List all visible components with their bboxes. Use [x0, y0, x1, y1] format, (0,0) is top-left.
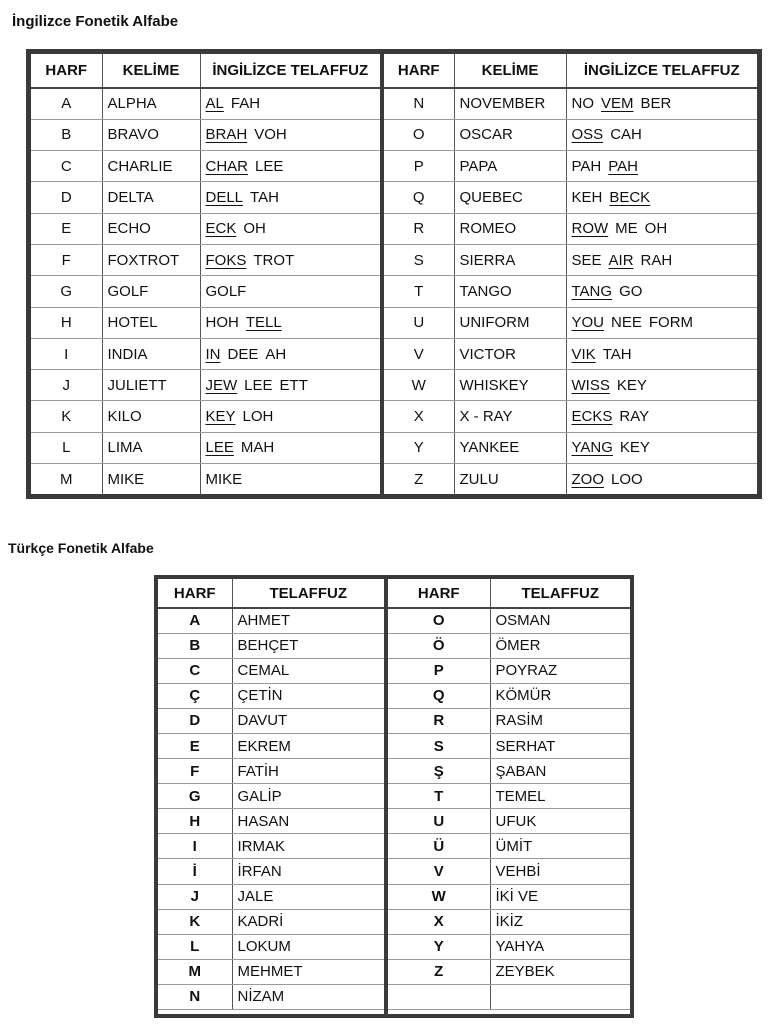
header-row	[31, 54, 380, 88]
letter-cell: D	[31, 182, 102, 213]
table-row	[384, 244, 757, 275]
syllable: MIKE	[205, 470, 243, 488]
letter-cell: M	[158, 959, 232, 984]
letter-cell: U	[384, 307, 454, 338]
letter-cell: R	[388, 708, 490, 733]
table-row	[158, 658, 384, 683]
syllable: LEE	[255, 157, 284, 175]
header-telaffuz: TELAFFUZ	[490, 579, 630, 608]
name-cell: ÖMER	[490, 633, 630, 658]
stressed-syllable: WISS	[571, 376, 610, 394]
syllable: PAH	[571, 157, 602, 175]
letter-cell: F	[31, 244, 102, 275]
letter-cell: C	[31, 151, 102, 182]
stressed-syllable: ECKS	[571, 408, 613, 426]
pronunciation-cell	[200, 307, 380, 338]
table-row	[158, 909, 384, 934]
table-row	[31, 370, 380, 401]
word-cell: FOXTROT	[102, 244, 200, 275]
word-cell: HOTEL	[102, 307, 200, 338]
name-cell: POYRAZ	[490, 658, 630, 683]
syllable: TAH	[602, 345, 632, 363]
name-cell: HASAN	[232, 809, 384, 834]
stressed-syllable: ROW	[571, 220, 609, 238]
header-row	[158, 579, 384, 608]
table-row	[388, 784, 630, 809]
table-row	[158, 759, 384, 784]
word-cell: ZULU	[454, 464, 566, 495]
word-cell: JULIETT	[102, 370, 200, 401]
syllable: FORM	[648, 314, 694, 332]
pronunciation-cell	[566, 401, 757, 432]
table-row	[388, 733, 630, 758]
letter-cell: W	[384, 370, 454, 401]
table-row	[158, 834, 384, 859]
table-row	[384, 182, 757, 213]
pronunciation-cell	[200, 244, 380, 275]
pronunciation-cell	[200, 213, 380, 244]
table-row	[388, 984, 630, 1009]
table-row	[384, 401, 757, 432]
stressed-syllable: PAH	[608, 157, 638, 175]
pronunciation-cell	[200, 276, 380, 307]
letter-cell: I	[158, 834, 232, 859]
stressed-syllable: OSS	[571, 126, 604, 144]
table-row	[384, 370, 757, 401]
table-row	[384, 151, 757, 182]
syllable: KEH	[571, 189, 603, 207]
letter-cell: L	[31, 432, 102, 463]
header-harf: HARF	[384, 54, 454, 88]
table-row	[31, 401, 380, 432]
stressed-syllable: LEE	[205, 439, 234, 457]
letter-cell: W	[388, 884, 490, 909]
name-cell: JALE	[232, 884, 384, 909]
syllable: DEE	[227, 345, 259, 363]
table-row	[388, 859, 630, 884]
table-row	[384, 432, 757, 463]
table-row	[384, 213, 757, 244]
syllable: TROT	[253, 251, 295, 269]
syllable: NEE	[611, 314, 642, 332]
table-row	[384, 464, 757, 495]
header-telaffuz: İNGİLİZCE TELAFFUZ	[200, 54, 380, 88]
letter-cell: Ç	[158, 683, 232, 708]
letter-cell: B	[158, 633, 232, 658]
pronunciation-cell	[566, 464, 757, 495]
syllable: GOLF	[205, 282, 247, 300]
name-cell: ÇETİN	[232, 683, 384, 708]
pronunciation-cell	[566, 307, 757, 338]
letter-cell: İ	[158, 859, 232, 884]
pronunciation-cell	[200, 119, 380, 150]
word-cell: TANGO	[454, 276, 566, 307]
letter-cell: R	[384, 213, 454, 244]
stressed-syllable: BRAH	[205, 126, 248, 144]
english-table-left	[31, 54, 380, 495]
letter-cell: M	[31, 464, 102, 495]
word-cell: ECHO	[102, 213, 200, 244]
name-cell: SERHAT	[490, 733, 630, 758]
syllable: HOH	[205, 314, 239, 332]
table-row	[31, 276, 380, 307]
syllable: BER	[640, 95, 672, 113]
word-cell: X - RAY	[454, 401, 566, 432]
table-row	[158, 934, 384, 959]
word-cell: QUEBEC	[454, 182, 566, 213]
table-row	[158, 708, 384, 733]
name-cell: MEHMET	[232, 959, 384, 984]
table-row	[388, 633, 630, 658]
table-row	[388, 708, 630, 733]
syllable: CAH	[610, 126, 642, 144]
header-harf: HARF	[31, 54, 102, 88]
name-cell: UFUK	[490, 809, 630, 834]
name-cell: NİZAM	[232, 984, 384, 1009]
letter-cell: T	[384, 276, 454, 307]
letter-cell: O	[388, 608, 490, 633]
stressed-syllable: VEM	[601, 95, 634, 113]
table-row	[31, 151, 380, 182]
syllable: NO	[571, 95, 594, 113]
letter-cell: Y	[388, 934, 490, 959]
syllable: LOH	[242, 408, 274, 426]
table-row	[388, 658, 630, 683]
letter-cell: B	[31, 119, 102, 150]
pronunciation-cell	[200, 370, 380, 401]
syllable: OH	[644, 220, 668, 238]
english-left-rows	[31, 88, 380, 495]
turkish-phonetic-table	[154, 575, 634, 1018]
word-cell: ROMEO	[454, 213, 566, 244]
pronunciation-cell	[200, 464, 380, 495]
pronunciation-cell	[200, 151, 380, 182]
word-cell: NOVEMBER	[454, 88, 566, 119]
table-row	[158, 633, 384, 658]
turkish-left-rows	[158, 608, 384, 1010]
pronunciation-cell	[200, 432, 380, 463]
name-cell: ŞABAN	[490, 759, 630, 784]
table-row	[158, 884, 384, 909]
name-cell: YAHYA	[490, 934, 630, 959]
header-telaffuz: İNGİLİZCE TELAFFUZ	[566, 54, 757, 88]
stressed-syllable: TANG	[571, 282, 613, 300]
word-cell: LIMA	[102, 432, 200, 463]
english-section-title: İngilizce Fonetik Alfabe	[12, 13, 179, 30]
word-cell: DELTA	[102, 182, 200, 213]
word-cell: PAPA	[454, 151, 566, 182]
word-cell: VICTOR	[454, 338, 566, 369]
letter-cell: S	[384, 244, 454, 275]
table-row	[31, 432, 380, 463]
table-row	[158, 683, 384, 708]
stressed-syllable: JEW	[205, 376, 238, 394]
letter-cell: K	[158, 909, 232, 934]
table-row	[158, 859, 384, 884]
word-cell: YANKEE	[454, 432, 566, 463]
name-cell: CEMAL	[232, 658, 384, 683]
letter-cell: U	[388, 809, 490, 834]
english-right-rows	[384, 88, 757, 495]
letter-cell: Q	[388, 683, 490, 708]
word-cell: CHARLIE	[102, 151, 200, 182]
english-phonetic-table	[26, 49, 762, 499]
stressed-syllable: ZOO	[571, 470, 604, 488]
letter-cell: G	[158, 784, 232, 809]
stressed-syllable: CHAR	[205, 157, 249, 175]
letter-cell: Q	[384, 182, 454, 213]
pronunciation-cell	[200, 88, 380, 119]
syllable: RAY	[619, 408, 650, 426]
letter-cell: X	[388, 909, 490, 934]
letter-cell: J	[158, 884, 232, 909]
letter-cell: K	[31, 401, 102, 432]
syllable: KEY	[616, 376, 647, 394]
pronunciation-cell	[200, 338, 380, 369]
syllable: SEE	[571, 251, 602, 269]
header-harf: HARF	[388, 579, 490, 608]
syllable: MAH	[240, 439, 275, 457]
word-cell: INDIA	[102, 338, 200, 369]
letter-cell: Ş	[388, 759, 490, 784]
syllable: ME	[615, 220, 638, 238]
letter-cell: O	[384, 119, 454, 150]
letter-cell: A	[31, 88, 102, 119]
syllable: OH	[243, 220, 266, 238]
table-row	[384, 119, 757, 150]
pronunciation-cell	[566, 182, 757, 213]
name-cell: IRMAK	[232, 834, 384, 859]
table-row	[31, 244, 380, 275]
letter-cell: S	[388, 733, 490, 758]
letter-cell: Ö	[388, 633, 490, 658]
syllable: RAH	[640, 251, 673, 269]
stressed-syllable: YOU	[571, 314, 605, 332]
english-table-left-half	[31, 54, 384, 494]
header-kelime: KELİME	[454, 54, 566, 88]
table-row	[158, 809, 384, 834]
name-cell: LOKUM	[232, 934, 384, 959]
word-cell: GOLF	[102, 276, 200, 307]
word-cell: WHISKEY	[454, 370, 566, 401]
table-row	[388, 959, 630, 984]
letter-cell: F	[158, 759, 232, 784]
name-cell: KADRİ	[232, 909, 384, 934]
name-cell	[490, 984, 630, 1009]
pronunciation-cell	[200, 182, 380, 213]
pronunciation-cell	[566, 88, 757, 119]
letter-cell: P	[384, 151, 454, 182]
table-row	[384, 276, 757, 307]
table-row	[31, 88, 380, 119]
table-row	[384, 88, 757, 119]
letter-cell: N	[384, 88, 454, 119]
table-row	[31, 464, 380, 495]
table-row	[31, 307, 380, 338]
stressed-syllable: YANG	[571, 439, 613, 457]
table-row	[384, 338, 757, 369]
letter-cell: Z	[384, 464, 454, 495]
syllable: AH	[265, 345, 287, 363]
stressed-syllable: IN	[205, 345, 221, 363]
syllable: VOH	[254, 126, 287, 144]
name-cell: GALİP	[232, 784, 384, 809]
word-cell: UNIFORM	[454, 307, 566, 338]
header-row	[384, 54, 757, 88]
turkish-section-title: Türkçe Fonetik Alfabe	[8, 540, 154, 556]
letter-cell: E	[158, 733, 232, 758]
letter-cell: I	[31, 338, 102, 369]
letter-cell: J	[31, 370, 102, 401]
table-row	[158, 733, 384, 758]
word-cell: KILO	[102, 401, 200, 432]
header-row	[388, 579, 630, 608]
table-row	[31, 182, 380, 213]
name-cell: EKREM	[232, 733, 384, 758]
letter-cell: Ü	[388, 834, 490, 859]
letter-cell: X	[384, 401, 454, 432]
letter-cell: G	[31, 276, 102, 307]
pronunciation-cell	[566, 338, 757, 369]
pronunciation-cell	[566, 151, 757, 182]
table-row	[158, 784, 384, 809]
table-row	[388, 809, 630, 834]
letter-cell: Y	[384, 432, 454, 463]
pronunciation-cell	[566, 370, 757, 401]
letter-cell: D	[158, 708, 232, 733]
syllable: LEE	[244, 376, 273, 394]
letter-cell: N	[158, 984, 232, 1009]
table-row	[31, 213, 380, 244]
pronunciation-cell	[566, 276, 757, 307]
letter-cell: Z	[388, 959, 490, 984]
english-table-right	[384, 54, 757, 495]
name-cell: ÜMİT	[490, 834, 630, 859]
table-row	[158, 959, 384, 984]
letter-cell: L	[158, 934, 232, 959]
letter-cell: P	[388, 658, 490, 683]
table-row	[388, 834, 630, 859]
word-cell: SIERRA	[454, 244, 566, 275]
pronunciation-cell	[566, 432, 757, 463]
word-cell: MIKE	[102, 464, 200, 495]
table-row	[388, 608, 630, 633]
name-cell: DAVUT	[232, 708, 384, 733]
pronunciation-cell	[566, 213, 757, 244]
header-harf: HARF	[158, 579, 232, 608]
word-cell: OSCAR	[454, 119, 566, 150]
word-cell: ALPHA	[102, 88, 200, 119]
letter-cell: E	[31, 213, 102, 244]
syllable: GO	[619, 282, 643, 300]
syllable: FAH	[230, 95, 261, 113]
letter-cell: V	[384, 338, 454, 369]
letter-cell: T	[388, 784, 490, 809]
letter-cell: A	[158, 608, 232, 633]
pronunciation-cell	[200, 401, 380, 432]
stressed-syllable: TELL	[245, 314, 282, 332]
stressed-syllable: BECK	[609, 189, 651, 207]
header-kelime: KELİME	[102, 54, 200, 88]
name-cell: ZEYBEK	[490, 959, 630, 984]
letter-cell: C	[158, 658, 232, 683]
name-cell: OSMAN	[490, 608, 630, 633]
word-cell: BRAVO	[102, 119, 200, 150]
turkish-table-right	[388, 579, 630, 1010]
pronunciation-cell	[566, 244, 757, 275]
turkish-table-right-half	[388, 579, 630, 1014]
table-row	[388, 884, 630, 909]
syllable: ETT	[279, 376, 308, 394]
table-row	[384, 307, 757, 338]
table-row	[388, 683, 630, 708]
name-cell: İKİZ	[490, 909, 630, 934]
name-cell: BEHÇET	[232, 633, 384, 658]
name-cell: RASİM	[490, 708, 630, 733]
stressed-syllable: DELL	[205, 189, 244, 207]
name-cell: VEHBİ	[490, 859, 630, 884]
name-cell: KÖMÜR	[490, 683, 630, 708]
stressed-syllable: VIK	[571, 345, 596, 363]
stressed-syllable: AL	[205, 95, 224, 113]
table-row	[158, 608, 384, 633]
letter-cell	[388, 984, 490, 1009]
name-cell: TEMEL	[490, 784, 630, 809]
syllable: LOO	[611, 470, 643, 488]
syllable: TAH	[250, 189, 279, 207]
turkish-table-left	[158, 579, 384, 1010]
table-row	[158, 984, 384, 1009]
turkish-table-left-half	[158, 579, 388, 1014]
table-row	[388, 759, 630, 784]
name-cell: İKİ VE	[490, 884, 630, 909]
name-cell: İRFAN	[232, 859, 384, 884]
stressed-syllable: ECK	[205, 220, 237, 238]
letter-cell: H	[31, 307, 102, 338]
stressed-syllable: KEY	[205, 408, 236, 426]
stressed-syllable: AIR	[608, 251, 634, 269]
name-cell: AHMET	[232, 608, 384, 633]
english-table-right-half	[384, 54, 757, 494]
table-row	[388, 909, 630, 934]
header-telaffuz: TELAFFUZ	[232, 579, 384, 608]
stressed-syllable: FOKS	[205, 251, 247, 269]
pronunciation-cell	[566, 119, 757, 150]
letter-cell: V	[388, 859, 490, 884]
table-row	[388, 934, 630, 959]
name-cell: FATİH	[232, 759, 384, 784]
turkish-right-rows	[388, 608, 630, 1010]
table-row	[31, 119, 380, 150]
letter-cell: H	[158, 809, 232, 834]
table-row	[31, 338, 380, 369]
syllable: KEY	[619, 439, 650, 457]
